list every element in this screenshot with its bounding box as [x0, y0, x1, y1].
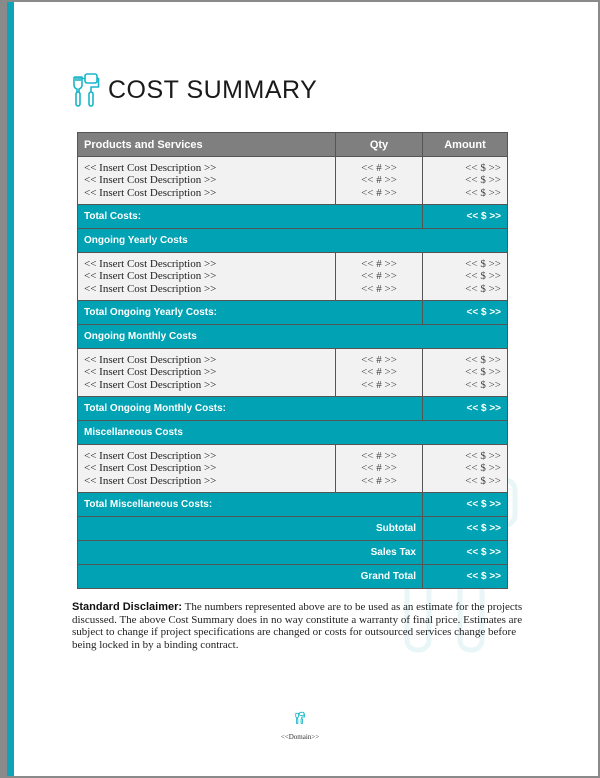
total-row — [78, 397, 508, 421]
amount-value[interactable]: << $ >> — [465, 162, 501, 175]
table-row — [78, 253, 508, 301]
amount-value[interactable]: << $ >> — [465, 186, 501, 199]
sales-tax-row — [78, 541, 508, 565]
amount-value[interactable]: << $ >> — [465, 462, 501, 475]
section-row — [78, 229, 508, 253]
paint-roller-brush-icon — [72, 72, 100, 108]
footer-paint-roller-icon — [295, 711, 305, 725]
qty-cell[interactable] — [336, 157, 423, 205]
amount-value[interactable]: << $ >> — [465, 378, 501, 391]
qty-value[interactable]: << # >> — [361, 270, 397, 283]
left-teal-strip — [7, 0, 14, 778]
cost-summary-table — [77, 132, 508, 589]
total-row — [78, 493, 508, 517]
amount-value[interactable]: << $ >> — [465, 474, 501, 487]
cost-description[interactable]: << Insert Cost Description >> — [84, 270, 217, 283]
cost-description[interactable]: << Insert Cost Description >> — [84, 366, 217, 379]
subtotal-row — [78, 517, 508, 541]
amount-cell[interactable] — [423, 349, 508, 397]
qty-cell[interactable] — [336, 253, 423, 301]
amount-value[interactable]: << $ >> — [465, 270, 501, 283]
total-monthly-label: Total Ongoing Monthly Costs: — [78, 397, 423, 421]
description-cell[interactable] — [78, 253, 336, 301]
page-footer — [0, 711, 600, 744]
cost-description[interactable]: << Insert Cost Description >> — [84, 186, 217, 199]
section-ongoing-yearly: Ongoing Yearly Costs — [78, 229, 508, 253]
subtotal-value[interactable]: << $ >> — [423, 517, 508, 541]
qty-value[interactable]: << # >> — [361, 186, 397, 199]
sales-tax-value[interactable]: << $ >> — [423, 541, 508, 565]
amount-value[interactable]: << $ >> — [465, 450, 501, 463]
qty-value[interactable]: << # >> — [361, 282, 397, 295]
header-amount: Amount — [423, 133, 508, 157]
page-border-top — [0, 0, 600, 2]
section-row — [78, 421, 508, 445]
amount-value[interactable]: << $ >> — [465, 354, 501, 367]
left-gray-strip — [0, 0, 7, 778]
section-ongoing-monthly: Ongoing Monthly Costs — [78, 325, 508, 349]
amount-value[interactable]: << $ >> — [465, 282, 501, 295]
total-costs-value[interactable]: << $ >> — [423, 205, 508, 229]
qty-value[interactable]: << # >> — [361, 354, 397, 367]
qty-value[interactable]: << # >> — [361, 258, 397, 271]
section-row — [78, 325, 508, 349]
table-header-row — [78, 133, 508, 157]
footer-domain[interactable]: <<Domain>> — [280, 733, 320, 741]
cost-description[interactable]: << Insert Cost Description >> — [84, 282, 217, 295]
cost-description[interactable]: << Insert Cost Description >> — [84, 162, 217, 175]
grand-total-label: Grand Total — [78, 565, 423, 589]
amount-cell[interactable] — [423, 157, 508, 205]
table-row — [78, 445, 508, 493]
total-costs-label: Total Costs: — [78, 205, 423, 229]
amount-value[interactable]: << $ >> — [465, 258, 501, 271]
qty-value[interactable]: << # >> — [361, 366, 397, 379]
qty-value[interactable]: << # >> — [361, 450, 397, 463]
standard-disclaimer — [72, 601, 534, 651]
header-products-services: Products and Services — [78, 133, 336, 157]
qty-cell[interactable] — [336, 445, 423, 493]
amount-cell[interactable] — [423, 253, 508, 301]
table-row — [78, 349, 508, 397]
total-row — [78, 301, 508, 325]
qty-value[interactable]: << # >> — [361, 162, 397, 175]
page-header — [72, 72, 317, 108]
qty-value[interactable]: << # >> — [361, 378, 397, 391]
disclaimer-label: Standard Disclaimer: — [72, 601, 183, 613]
total-misc-value[interactable]: << $ >> — [423, 493, 508, 517]
qty-value[interactable]: << # >> — [361, 174, 397, 187]
total-yearly-label: Total Ongoing Yearly Costs: — [78, 301, 423, 325]
total-yearly-value[interactable]: << $ >> — [423, 301, 508, 325]
grand-total-value[interactable]: << $ >> — [423, 565, 508, 589]
page-title: COST SUMMARY — [108, 75, 318, 104]
cost-description[interactable]: << Insert Cost Description >> — [84, 258, 217, 271]
qty-value[interactable]: << # >> — [361, 474, 397, 487]
subtotal-label: Subtotal — [78, 517, 423, 541]
sales-tax-label: Sales Tax — [78, 541, 423, 565]
cost-description[interactable]: << Insert Cost Description >> — [84, 450, 217, 463]
amount-value[interactable]: << $ >> — [465, 366, 501, 379]
cost-description[interactable]: << Insert Cost Description >> — [84, 378, 217, 391]
cost-description[interactable]: << Insert Cost Description >> — [84, 354, 217, 367]
description-cell[interactable] — [78, 157, 336, 205]
description-cell[interactable] — [78, 445, 336, 493]
header-qty: Qty — [336, 133, 423, 157]
disclaimer-text: The numbers represented above are to be used as an estimate for the projects discussed. The above Cost Summary does in no way constitute a warranty of final price. Estimates are subject to change if project specifications are changed or costs for outsourced services change before being locked in by a binding contract. — [72, 601, 523, 651]
amount-value[interactable]: << $ >> — [465, 174, 501, 187]
cost-description[interactable]: << Insert Cost Description >> — [84, 462, 217, 475]
section-miscellaneous: Miscellaneous Costs — [78, 421, 508, 445]
cost-description[interactable]: << Insert Cost Description >> — [84, 174, 217, 187]
table-row — [78, 157, 508, 205]
qty-value[interactable]: << # >> — [361, 462, 397, 475]
description-cell[interactable] — [78, 349, 336, 397]
qty-cell[interactable] — [336, 349, 423, 397]
grand-total-row — [78, 565, 508, 589]
total-monthly-value[interactable]: << $ >> — [423, 397, 508, 421]
cost-description[interactable]: << Insert Cost Description >> — [84, 474, 217, 487]
total-misc-label: Total Miscellaneous Costs: — [78, 493, 423, 517]
amount-cell[interactable] — [423, 445, 508, 493]
total-row — [78, 205, 508, 229]
